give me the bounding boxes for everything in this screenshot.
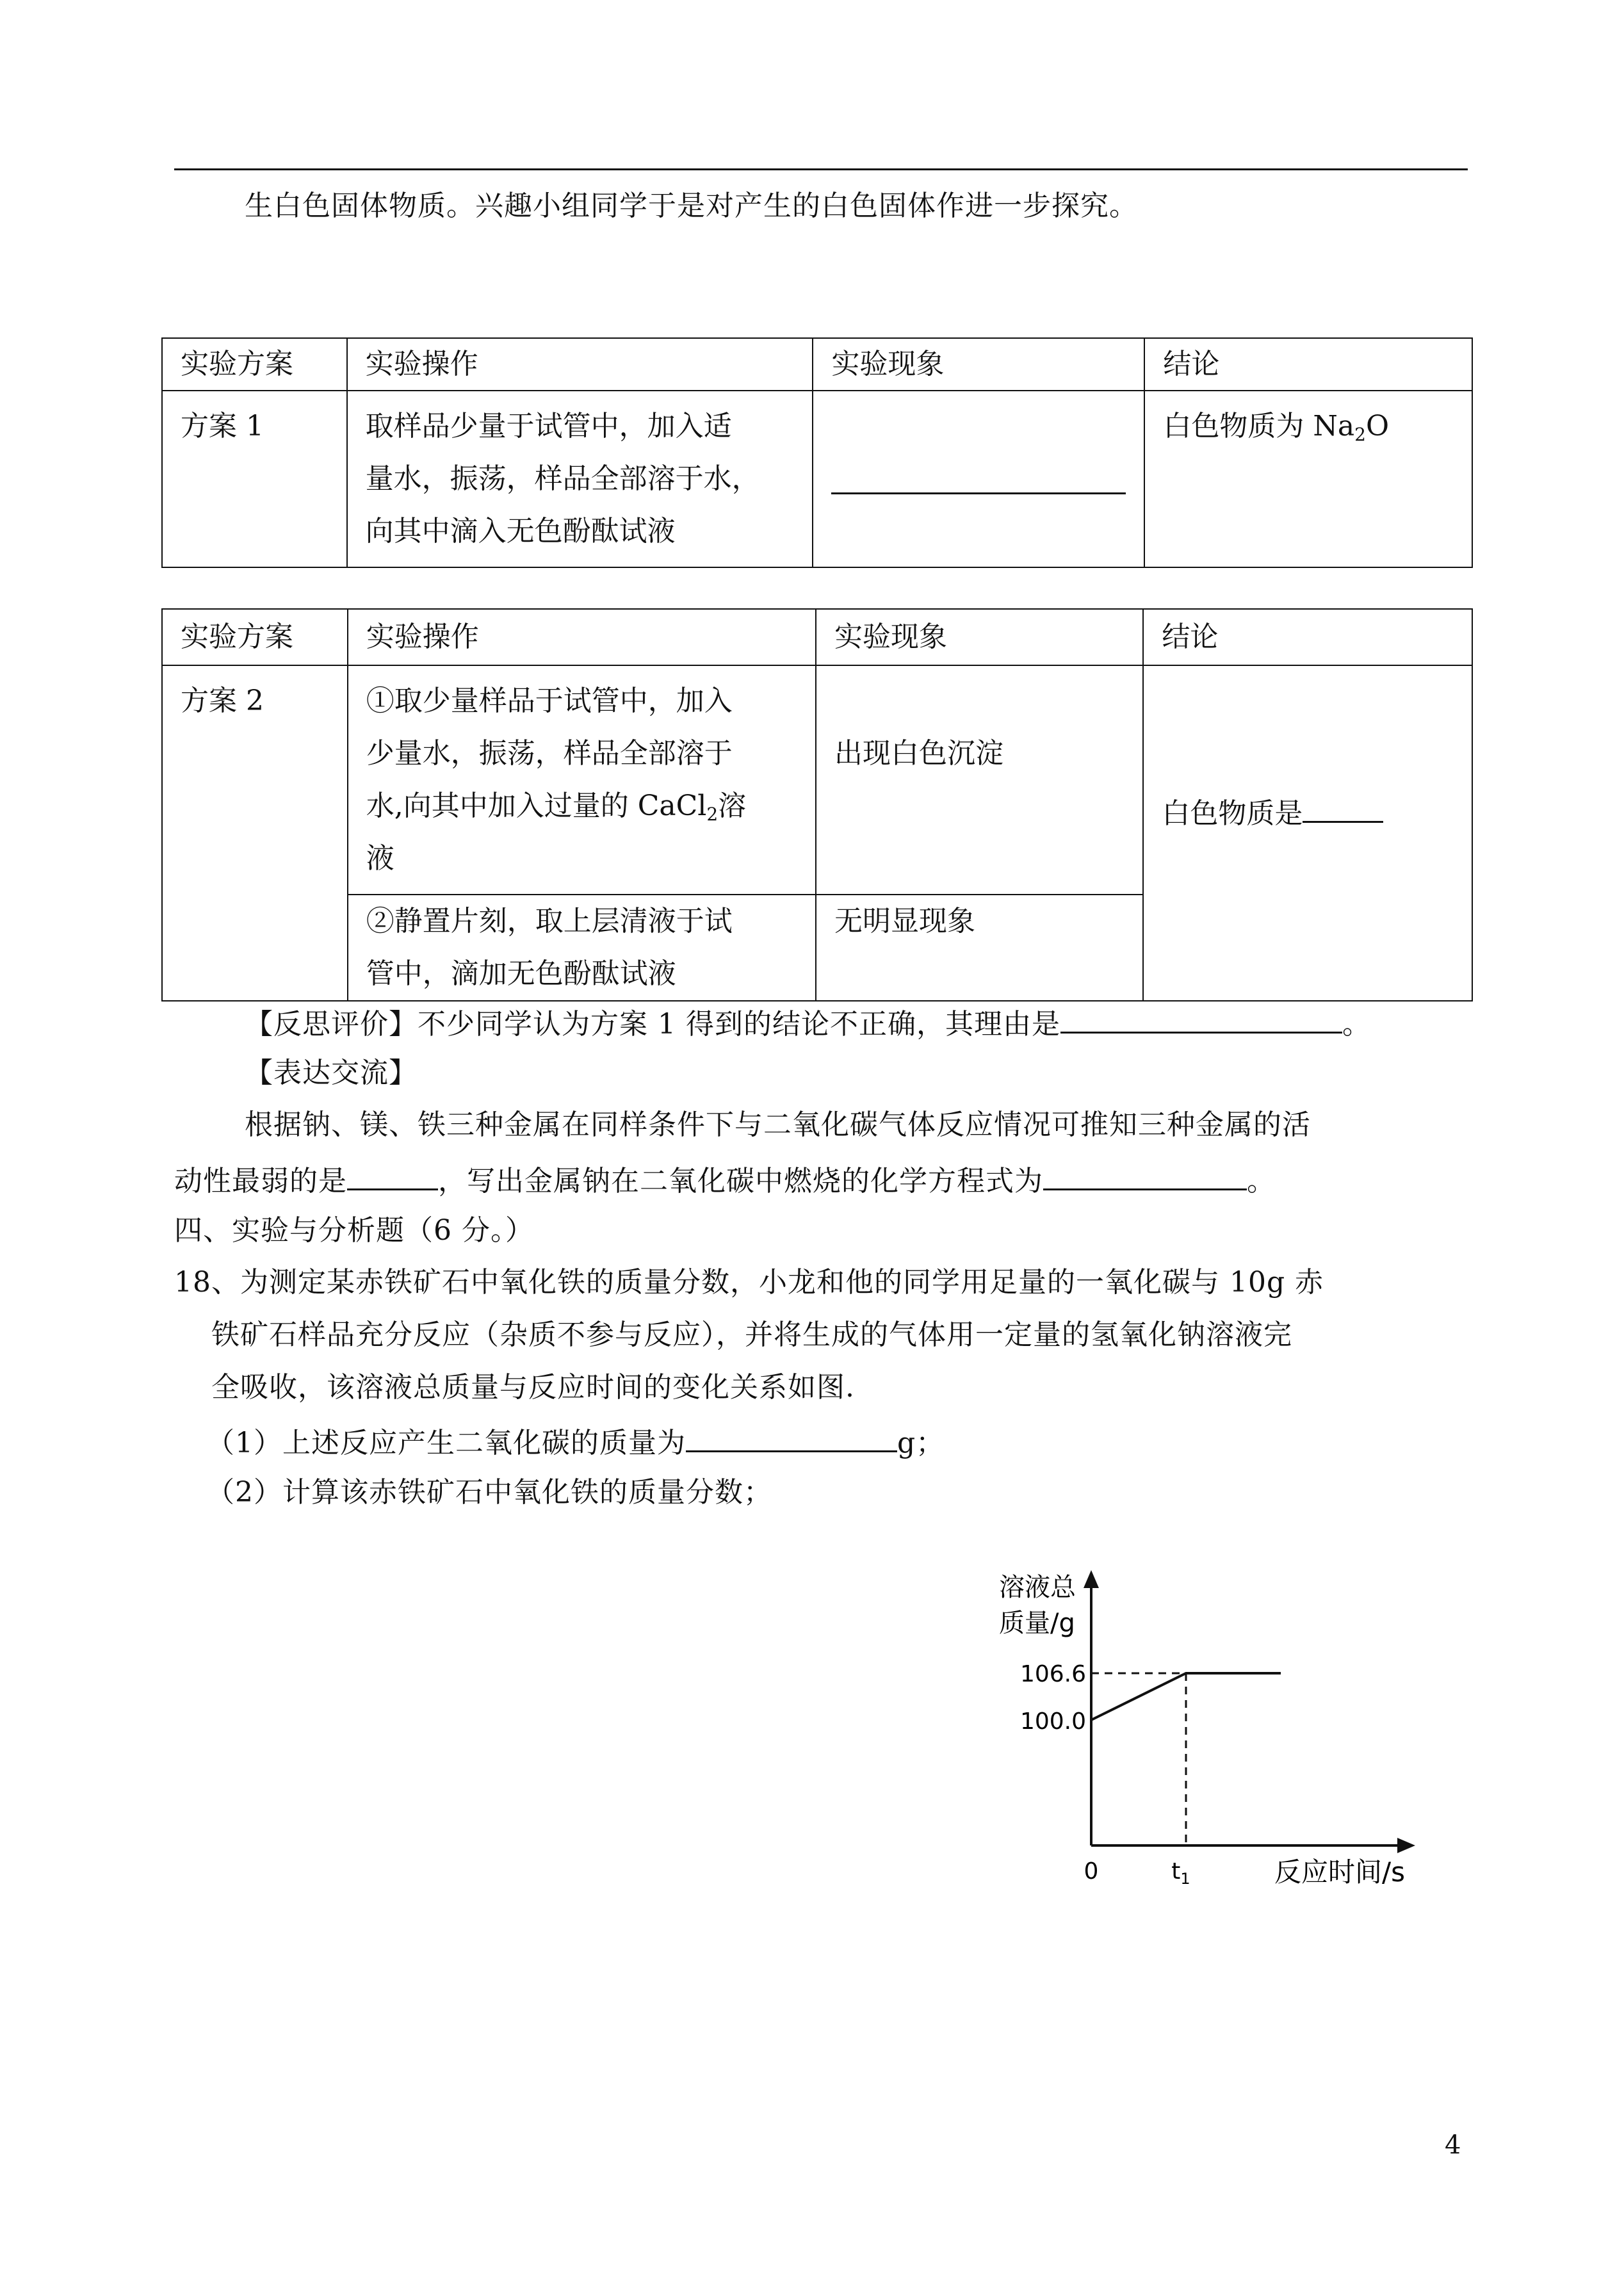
table-header-row	[162, 338, 1472, 391]
header-cell: 结论	[1144, 338, 1472, 391]
sub-question	[206, 1421, 945, 1462]
header-cell: 实验操作	[347, 338, 813, 391]
mass-time-chart	[961, 1556, 1447, 1902]
answer-blank[interactable]	[831, 453, 1126, 494]
x-tick-subscript: 1	[1180, 1870, 1190, 1888]
question-line: 18、为测定某赤铁矿石中氧化铁的质量分数，小龙和他的同学用足量的一氧化碳与 10g 赤	[174, 1266, 1324, 1299]
question-line: 全吸收，该溶液总质量与反应时间的变化关系如图.	[211, 1371, 855, 1404]
chart-svg	[961, 1556, 1447, 1902]
conclusion-text-end: O	[1365, 410, 1390, 442]
header-cell: 实验现象	[816, 609, 1143, 665]
operation-text: 水,向其中加入过量的 CaCl	[366, 790, 707, 822]
operation-line: 量水，振荡，样品全部溶于水，	[365, 462, 760, 495]
operation-text-end: 溶	[718, 790, 747, 822]
expression-line: 根据钠、镁、铁三种金属在同样条件下与二氧化碳气体反应情况可推知三种金属的活	[245, 1108, 1311, 1141]
subscript: 2	[706, 804, 719, 825]
reflection-line	[245, 1002, 1371, 1043]
reflection-text: 【反思评价】不少同学认为方案 1 得到的结论不正确，其理由是	[245, 1008, 1060, 1041]
sub-question-text: （1）上述反应产生二氧化碳的质量为	[206, 1427, 686, 1459]
header-cell: 实验现象	[813, 338, 1144, 391]
phenomenon-text: 出现白色沉淀	[834, 737, 1003, 770]
experiment-table-1	[161, 337, 1473, 568]
table-row	[162, 665, 1472, 895]
y-tick-label: 100.0	[1019, 1708, 1086, 1735]
header-cell: 结论	[1143, 609, 1472, 665]
page-number: 4	[1445, 2130, 1461, 2160]
operation-cell	[348, 665, 816, 895]
conclusion-cell	[1143, 665, 1472, 1001]
operation-line	[366, 780, 797, 832]
header-cell: 实验方案	[162, 338, 347, 391]
expression-text: ，写出金属钠在二氧化碳中燃烧的化学方程式为	[438, 1165, 1043, 1197]
phenomenon-cell	[816, 665, 1143, 895]
y-axis-label-line2: 质量/g	[999, 1609, 1075, 1638]
conclusion-cell	[1144, 391, 1472, 567]
operation-line: ②静置片刻，取上层清液于试	[366, 905, 733, 937]
expression-heading: 【表达交流】	[245, 1057, 418, 1089]
conclusion-text: 白色物质是	[1162, 797, 1303, 830]
answer-blank[interactable]	[686, 1421, 897, 1452]
header-rule	[174, 168, 1468, 170]
table-row	[162, 391, 1472, 567]
x-tick-main: t	[1171, 1858, 1181, 1885]
answer-blank[interactable]	[1060, 1002, 1342, 1034]
punctuation: 。	[1247, 1165, 1276, 1197]
expression-line	[174, 1159, 1276, 1200]
y-axis-arrow	[1084, 1570, 1099, 1588]
x-axis-label: 反应时间/s	[1274, 1856, 1406, 1888]
punctuation: 。	[1342, 1008, 1371, 1041]
answer-blank[interactable]	[1043, 1159, 1247, 1190]
table-header-row	[162, 609, 1472, 665]
answer-blank[interactable]	[1303, 789, 1383, 823]
plan-cell: 方案 1	[162, 391, 347, 567]
phenomenon-text: 无明显现象	[834, 905, 975, 937]
y-axis-label-line1: 溶液总	[999, 1573, 1076, 1602]
y-tick-label: 106.6	[1019, 1661, 1086, 1687]
header-cell: 实验操作	[348, 609, 816, 665]
phenomenon-cell	[813, 391, 1144, 567]
plan-cell: 方案 2	[162, 665, 348, 1001]
operation-cell	[348, 895, 816, 1001]
unit-text: g；	[897, 1427, 945, 1459]
operation-line: 少量水，振荡，样品全部溶于	[366, 737, 733, 770]
answer-blank[interactable]	[347, 1159, 438, 1190]
x-tick-label	[1171, 1858, 1190, 1888]
operation-line: 取样品少量于试管中，加入适	[365, 410, 732, 442]
x-axis-arrow	[1397, 1838, 1415, 1853]
phenomenon-cell	[816, 895, 1143, 1001]
sub-question: （2）计算该赤铁矿石中氧化铁的质量分数；	[206, 1476, 772, 1509]
operation-line: 向其中滴入无色酚酞试液	[365, 515, 676, 547]
origin-label: 0	[1084, 1858, 1099, 1885]
operation-line: ①取少量样品于试管中，加入	[366, 685, 733, 717]
expression-text: 动性最弱的是	[174, 1165, 347, 1197]
conclusion-text: 白色物质为 Na	[1163, 410, 1355, 442]
section-heading: 四、实验与分析题（6 分。）	[174, 1214, 534, 1247]
intro-line: 生白色固体物质。兴趣小组同学于是对产生的白色固体作进一步探究。	[245, 190, 1138, 222]
question-line: 铁矿石样品充分反应（杂质不参与反应），并将生成的气体用一定量的氢氧化钠溶液完	[211, 1318, 1292, 1351]
subscript: 2	[1354, 424, 1366, 445]
operation-line: 液	[366, 842, 394, 875]
operation-line: 管中，滴加无色酚酞试液	[366, 957, 676, 990]
experiment-table-2	[161, 608, 1473, 1002]
operation-cell	[347, 391, 813, 567]
header-cell: 实验方案	[162, 609, 348, 665]
